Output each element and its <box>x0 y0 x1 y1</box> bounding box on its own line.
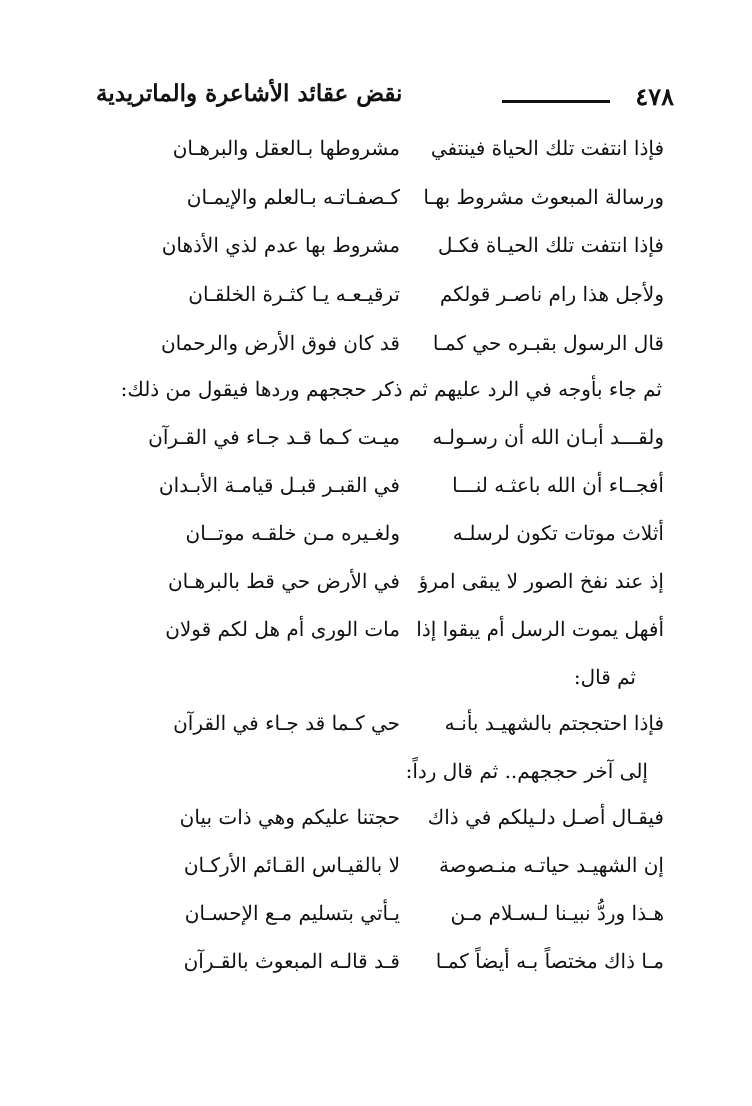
verse-line <box>0 711 752 751</box>
verse-second-hemistich: ميـت كـما قـد جـاء في القـرآن <box>148 425 400 449</box>
verse-second-hemistich: قـد قالـه المبعوث بالقـرآن <box>183 949 400 973</box>
header-rule <box>502 100 610 103</box>
book-title: نقض عقائد الأشاعرة والماتريدية <box>96 80 403 107</box>
verse-second-hemistich: يـأتي بتسليم مـع الإحسـان <box>184 901 400 925</box>
verse-first-hemistich: إذ عند نفخ الصور لا يبقى امرؤ <box>418 569 664 593</box>
prose-line: ثم جاء بأوجه في الرد عليهم ثم ذكر حججهم وردها فيقول من ذلك: <box>120 377 662 401</box>
verse-first-hemistich: فيقـال أصـل دلـيلكم في ذاك <box>427 805 664 829</box>
verse-first-hemistich: هـذا وردُّ نبيـنا لـسـلام مـن <box>450 901 664 925</box>
verse-first-hemistich: أثلاث موتات تكون لرسلـه <box>452 521 664 545</box>
verse-first-hemistich: فإذا انتفت تلك الحياة فينتفي <box>430 136 664 160</box>
verse-first-hemistich: أفهل يموت الرسل أم يبقوا إذا <box>416 617 664 641</box>
verse-second-hemistich: في القبـر قبـل قيامـة الأبـدان <box>158 473 400 497</box>
verse-first-hemistich: ولقـــد أبـان الله أن رسـولـه <box>432 425 664 449</box>
verse-first-hemistich: فإذا انتفت تلك الحيـاة فكـل <box>437 233 664 257</box>
verse-second-hemistich: قد كان فوق الأرض والرحمان <box>160 331 400 355</box>
verse-line <box>0 805 752 845</box>
verse-first-hemistich: قال الرسول بقبـره حي كمـا <box>432 331 664 355</box>
verse-line <box>0 901 752 941</box>
prose-line: ثم قال: <box>573 665 636 689</box>
verse-line <box>0 425 752 465</box>
verse-line <box>0 136 752 176</box>
verse-first-hemistich: أفجــاء أن الله باعثـه لنـــا <box>452 473 664 497</box>
verse-line <box>0 853 752 893</box>
verse-first-hemistich: ورسالة المبعوث مشروط بهـا <box>423 185 664 209</box>
prose-line: إلى آخر حججهم.. ثم قال رداً: <box>405 759 648 783</box>
verse-first-hemistich: ولأجل هذا رام ناصـر قولكم <box>439 282 664 306</box>
verse-line <box>0 233 752 273</box>
verse-second-hemistich: ولغـيره مـن خلقـه موتــان <box>185 521 400 545</box>
verse-line <box>0 473 752 513</box>
verse-second-hemistich: مات الورى أم هل لكم قولان <box>165 617 400 641</box>
page-header <box>96 78 674 118</box>
verse-line <box>0 617 752 657</box>
verse-line <box>0 331 752 371</box>
verse-first-hemistich: مـا ذاك مختصاً بـه أيضاً كمـا <box>435 949 664 973</box>
verse-second-hemistich: مشروطها بـالعقل والبرهـان <box>172 136 400 160</box>
verse-second-hemistich: ترقيـعـه يـا كثـرة الخلقـان <box>188 282 400 306</box>
verse-second-hemistich: لا بالقيـاس القـائم الأركـان <box>183 853 400 877</box>
verse-second-hemistich: في الأرض حي قط بالبرهـان <box>167 569 400 593</box>
verse-second-hemistich: مشروط بها عدم لذي الأذهان <box>161 233 400 257</box>
verse-second-hemistich: كـصفـاتـه بـالعلم والإيمـان <box>186 185 400 209</box>
verse-first-hemistich: فإذا احتججتم بالشهيـد بأنـه <box>444 711 664 735</box>
verse-second-hemistich: حجتنا عليكم وهي ذات بيان <box>179 805 400 829</box>
verse-line <box>0 282 752 322</box>
verse-first-hemistich: إن الشهيـد حياتـه منـصوصة <box>438 853 664 877</box>
verse-line <box>0 185 752 225</box>
page-number: ٤٧٨ <box>635 82 674 111</box>
verse-line <box>0 569 752 609</box>
verse-second-hemistich: حي كـما قد جـاء في القرآن <box>173 711 400 735</box>
verse-line <box>0 949 752 989</box>
verse-line <box>0 521 752 561</box>
